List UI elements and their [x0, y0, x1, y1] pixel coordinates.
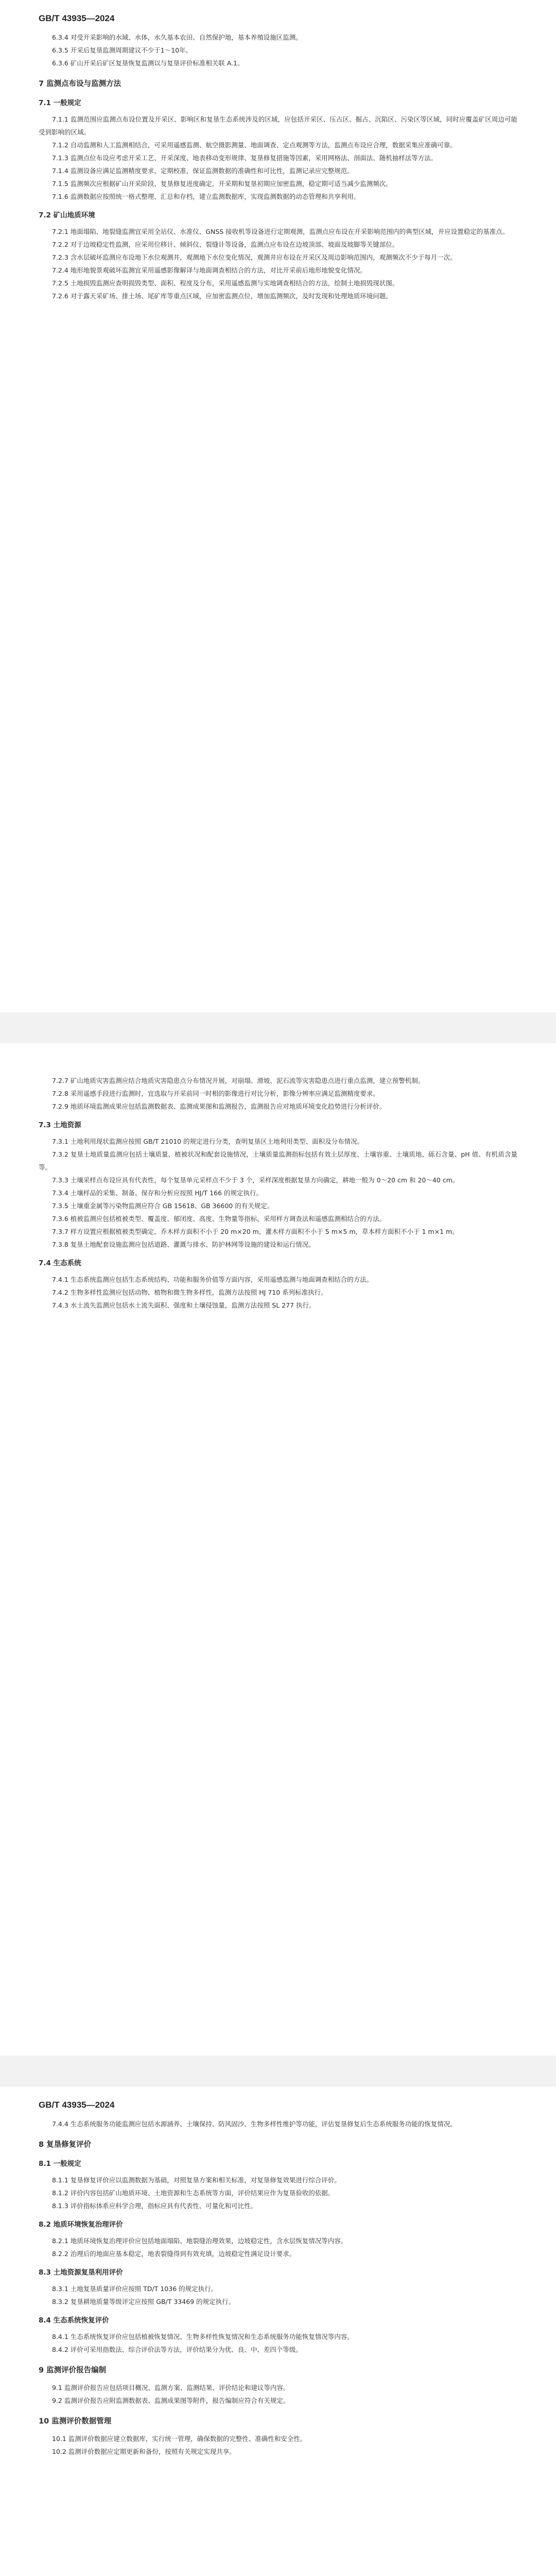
page-1: [0, 0, 556, 1012]
subsection-heading: 8.2 地质环境恢复治理评价: [39, 2221, 123, 2229]
paragraph: 7.1.5 监测频次应根据矿山开采阶段、复垦修复进度确定，开采期和复垦初期应加密监测，稳定期可适当减少监测频次。: [52, 180, 392, 188]
paragraph: 7.2.8 采用遥感手段进行监测时，宜选取与开采前同一时相的影像进行对比分析，影像分辨率应满足监测精度要求。: [52, 1090, 379, 1097]
subsection-heading: 7.4 生态系统: [39, 1259, 81, 1267]
paragraph: 7.1.4 监测设备应满足监测精度要求，定期校准，保证监测数据的准确性和可比性，监测记录应完整规范。: [52, 167, 354, 175]
page-3: [0, 2087, 556, 2576]
paragraph: 6.3.6 矿山开采后矿区复垦恢复监测以与复垦评价标准相关联 A.1。: [52, 59, 244, 67]
page-header: [39, 1043, 517, 1074]
paragraph: 7.4.1 生态系统监测应包括生态系统结构、功能和服务价值等方面内容，采用遥感监测与地面调查相结合的方法。: [52, 1276, 373, 1283]
subsection-heading: 8.4 生态系统恢复评价: [39, 2316, 109, 2325]
paragraph: 7.2.1 地面塌陷、地裂缝监测宜采用全站仪、水准仪、GNSS 接收机等设备进行定期观测，监测点应布设在开采影响范围内的典型区域，并应设置稳定的基准点。: [52, 228, 509, 235]
page-body: [39, 31, 517, 302]
paragraph: 7.3.5 土壤重金属等污染物监测应符合 GB 15618、GB 36600 的有关规定。: [52, 1202, 274, 1210]
paragraph: 8.2.2 治理后的地面应基本稳定，地表裂缝得到有效充填，边坡稳定性满足设计要求。: [52, 2250, 296, 2258]
page-header: GB/T 43935—2024: [39, 13, 115, 23]
section-heading: 7 监测点布设与监测方法: [39, 80, 121, 88]
paragraph: 10.2 监测评价数据应定期更新和备份，按照有关规定实现共享。: [52, 2448, 236, 2455]
paragraph: 7.2.3 含水层破坏监测应布设地下水位观测井，观测地下水位变化情况，观测井应布设在开采区及周边影响范围内，观测频次不少于每月一次。: [52, 253, 457, 261]
paragraph: 7.2.6 对于露天采矿场、排土场、尾矿库等重点区域，应加密监测点位，增加监测频次，及时发现和处理地质环境问题。: [52, 292, 392, 300]
paragraph: 7.4.3 水土流失监测应包括水土流失面积、强度和土壤侵蚀量，监测方法按照 SL 277 执行。: [52, 1301, 316, 1309]
paragraph: 7.3.7 样方设置应根据植被类型确定，乔木样方面积不小于 20 m×20 m，灌木样方面积不小于 5 m×5 m，草本样方面积不小于 1 m×1 m。: [52, 1228, 459, 1235]
paragraph: 8.2.1 地质环境恢复治理评价应包括地面塌陷、地裂缝治理效果，边坡稳定性，含水层恢复情况等内容。: [52, 2237, 348, 2245]
paragraph: 7.3.3 土壤采样点布设应具有代表性，每个复垦单元采样点不少于 3 个，采样深度根据复垦方向确定，耕地一般为 0～20 cm 和 20～40 cm。: [52, 1176, 459, 1184]
paragraph: 7.3.8 复垦土地配套设施监测应包括道路、灌溉与排水、防护林网等设施的建设和运行情况。: [52, 1241, 315, 1248]
paragraph: 7.3.2 复垦土地质量监测应包括土壤质量、植被状况和配套设施情况，土壤质量监测指标包括有效土层厚度、土壤容重、土壤质地、砾石含量、pH 值、有机质含量等。: [39, 1150, 517, 1171]
paragraph: 7.2.2 对于边坡稳定性监测，应采用位移计、倾斜仪、裂缝计等设备，监测点应布设在边坡顶部、坡面及坡脚等关键部位。: [52, 241, 399, 248]
subsection-heading: 7.2 矿山地质环境: [39, 211, 95, 219]
paragraph: 7.1.6 监测数据应按照统一格式整理、汇总和存档，建立监测数据库，实现监测数据的动态管理和共享利用。: [52, 193, 360, 200]
paragraph: 7.2.7 矿山地质灾害监测应结合地质灾害隐患点分布情况开展，对崩塌、滑坡、泥石流等灾害隐患点进行重点监测，建立预警机制。: [52, 1077, 425, 1084]
section-heading: 9 监测评价报告编制: [39, 2366, 107, 2375]
paragraph: 8.1.3 评价指标体系应科学合理，指标应具有代表性、可量化和可比性。: [52, 2202, 257, 2210]
paragraph: 8.4.2 评价可采用指数法、综合评价法等方法，评价结果分为优、良、中、差四个等级。: [52, 2346, 302, 2353]
paragraph: 10.1 监测评价数据应建立数据库，实行统一管理，确保数据的完整性、准确性和安全性。: [52, 2435, 307, 2443]
paragraph: 7.2.9 地质环境监测成果应包括监测数据表、监测成果图和监测报告，监测报告应对地质环境变化趋势进行分析评价。: [52, 1103, 386, 1110]
paragraph: 7.1.1 监测范围应监测点布设位置及开采区、影响区和复垦生态系统涉及的区域，应包括开采区、压占区、掘占、沉陷区、污染区等区域，同时应覆盖矿区周边可能受到影响的区域。: [39, 115, 517, 136]
paragraph: 7.3.6 植被监测应包括植被类型、覆盖度、郁闭度、高度、生物量等指标，采用样方调查法和遥感监测相结合的方法。: [52, 1215, 386, 1223]
paragraph: 7.1.2 自动监测和人工监测相结合，可采用遥感监测、航空摄影测量、地面调查、定点观测等方法，监测点布设应合理，数据采集应准确可靠。: [52, 141, 457, 149]
subsection-heading: 8.1 一般规定: [39, 2160, 81, 2168]
page-body: [39, 2117, 517, 2458]
paragraph: 9.2 监测评价报告应附监测数据表、监测成果图等附件，报告编制应符合有关规定。: [52, 2397, 290, 2404]
page-2: [0, 1043, 556, 2056]
paragraph: 7.3.1 土地利用现状监测应按照 GB/T 21010 的规定进行分类，查明复垦区土地利用类型、面积及分布情况。: [52, 1138, 364, 1145]
paragraph: 8.1.1 复垦修复评价应以监测数据为基础，对照复垦方案和相关标准，对复垦修复效果进行综合评价。: [52, 2176, 341, 2184]
paragraph: 8.3.2 复垦耕地质量等级评定应按照 GB/T 33469 的规定执行。: [52, 2298, 235, 2306]
subsection-heading: 8.3 土地资源复垦利用评价: [39, 2268, 123, 2277]
subsection-heading: 7.3 土地资源: [39, 1121, 81, 1129]
section-heading: 8 复垦修复评价: [39, 2141, 92, 2149]
paragraph: 9.1 监测评价报告应包括项目概况、监测方案、监测结果、评价结论和建议等内容。: [52, 2384, 290, 2392]
paragraph: 6.3.4 对受开采影响的水域、水体，水久基本农田、自然保护地，基本养殖设施区监测。: [52, 33, 302, 41]
paragraph: 7.4.4 生态系统服务功能监测应包括水源涵养、土壤保持、防风固沙、生物多样性维护等功能，评估复垦修复后生态系统服务功能的恢复情况。: [52, 2120, 457, 2128]
paragraph: 6.3.5 开采后复垦监测周期建议不少于1～10年。: [52, 46, 193, 54]
section-heading: 10 监测评价数据管理: [39, 2417, 112, 2426]
subsection-heading: 7.1 一般规定: [39, 99, 81, 107]
paragraph: 7.3.4 土壤样品的采集、制备、保存和分析应按照 HJ/T 166 的规定执行。: [52, 1189, 263, 1197]
paragraph: 7.4.2 生物多样性监测应包括动物、植物和微生物多样性，监测方法按照 HJ 710 系列标准执行。: [52, 1289, 327, 1296]
paragraph: 7.2.4 地形地貌景观破坏监测宜采用遥感影像解译与地面调查相结合的方法，对比开采前后地形地貌变化情况。: [52, 266, 367, 274]
page-body: [39, 1074, 517, 1312]
paragraph: 8.1.2 评价内容包括矿山地质环境、土地资源和生态系统等方面，评价结果应作为复垦验收的依据。: [52, 2189, 335, 2197]
page-header: GB/T 43935—2024: [39, 2100, 115, 2110]
paragraph: 7.1.3 监测点位布设应考虑开采工艺、开采深度、地表移动变形规律、复垦修复措施等因素，采用网格法、剖面法、随机抽样法等方法。: [52, 154, 438, 162]
paragraph: 7.2.5 土地损毁监测应查明损毁类型、面积、程度及分布，采用遥感监测与实地调查相结合的方法，绘制土地损毁现状图。: [52, 279, 399, 287]
paragraph: 8.3.1 土地复垦质量评价应按照 TD/T 1036 的规定执行。: [52, 2285, 218, 2293]
paragraph: 8.4.1 生态系统恢复评价应包括植被恢复情况、生物多样性恢复情况和生态系统服务功能恢复情况等内容。: [52, 2333, 354, 2341]
